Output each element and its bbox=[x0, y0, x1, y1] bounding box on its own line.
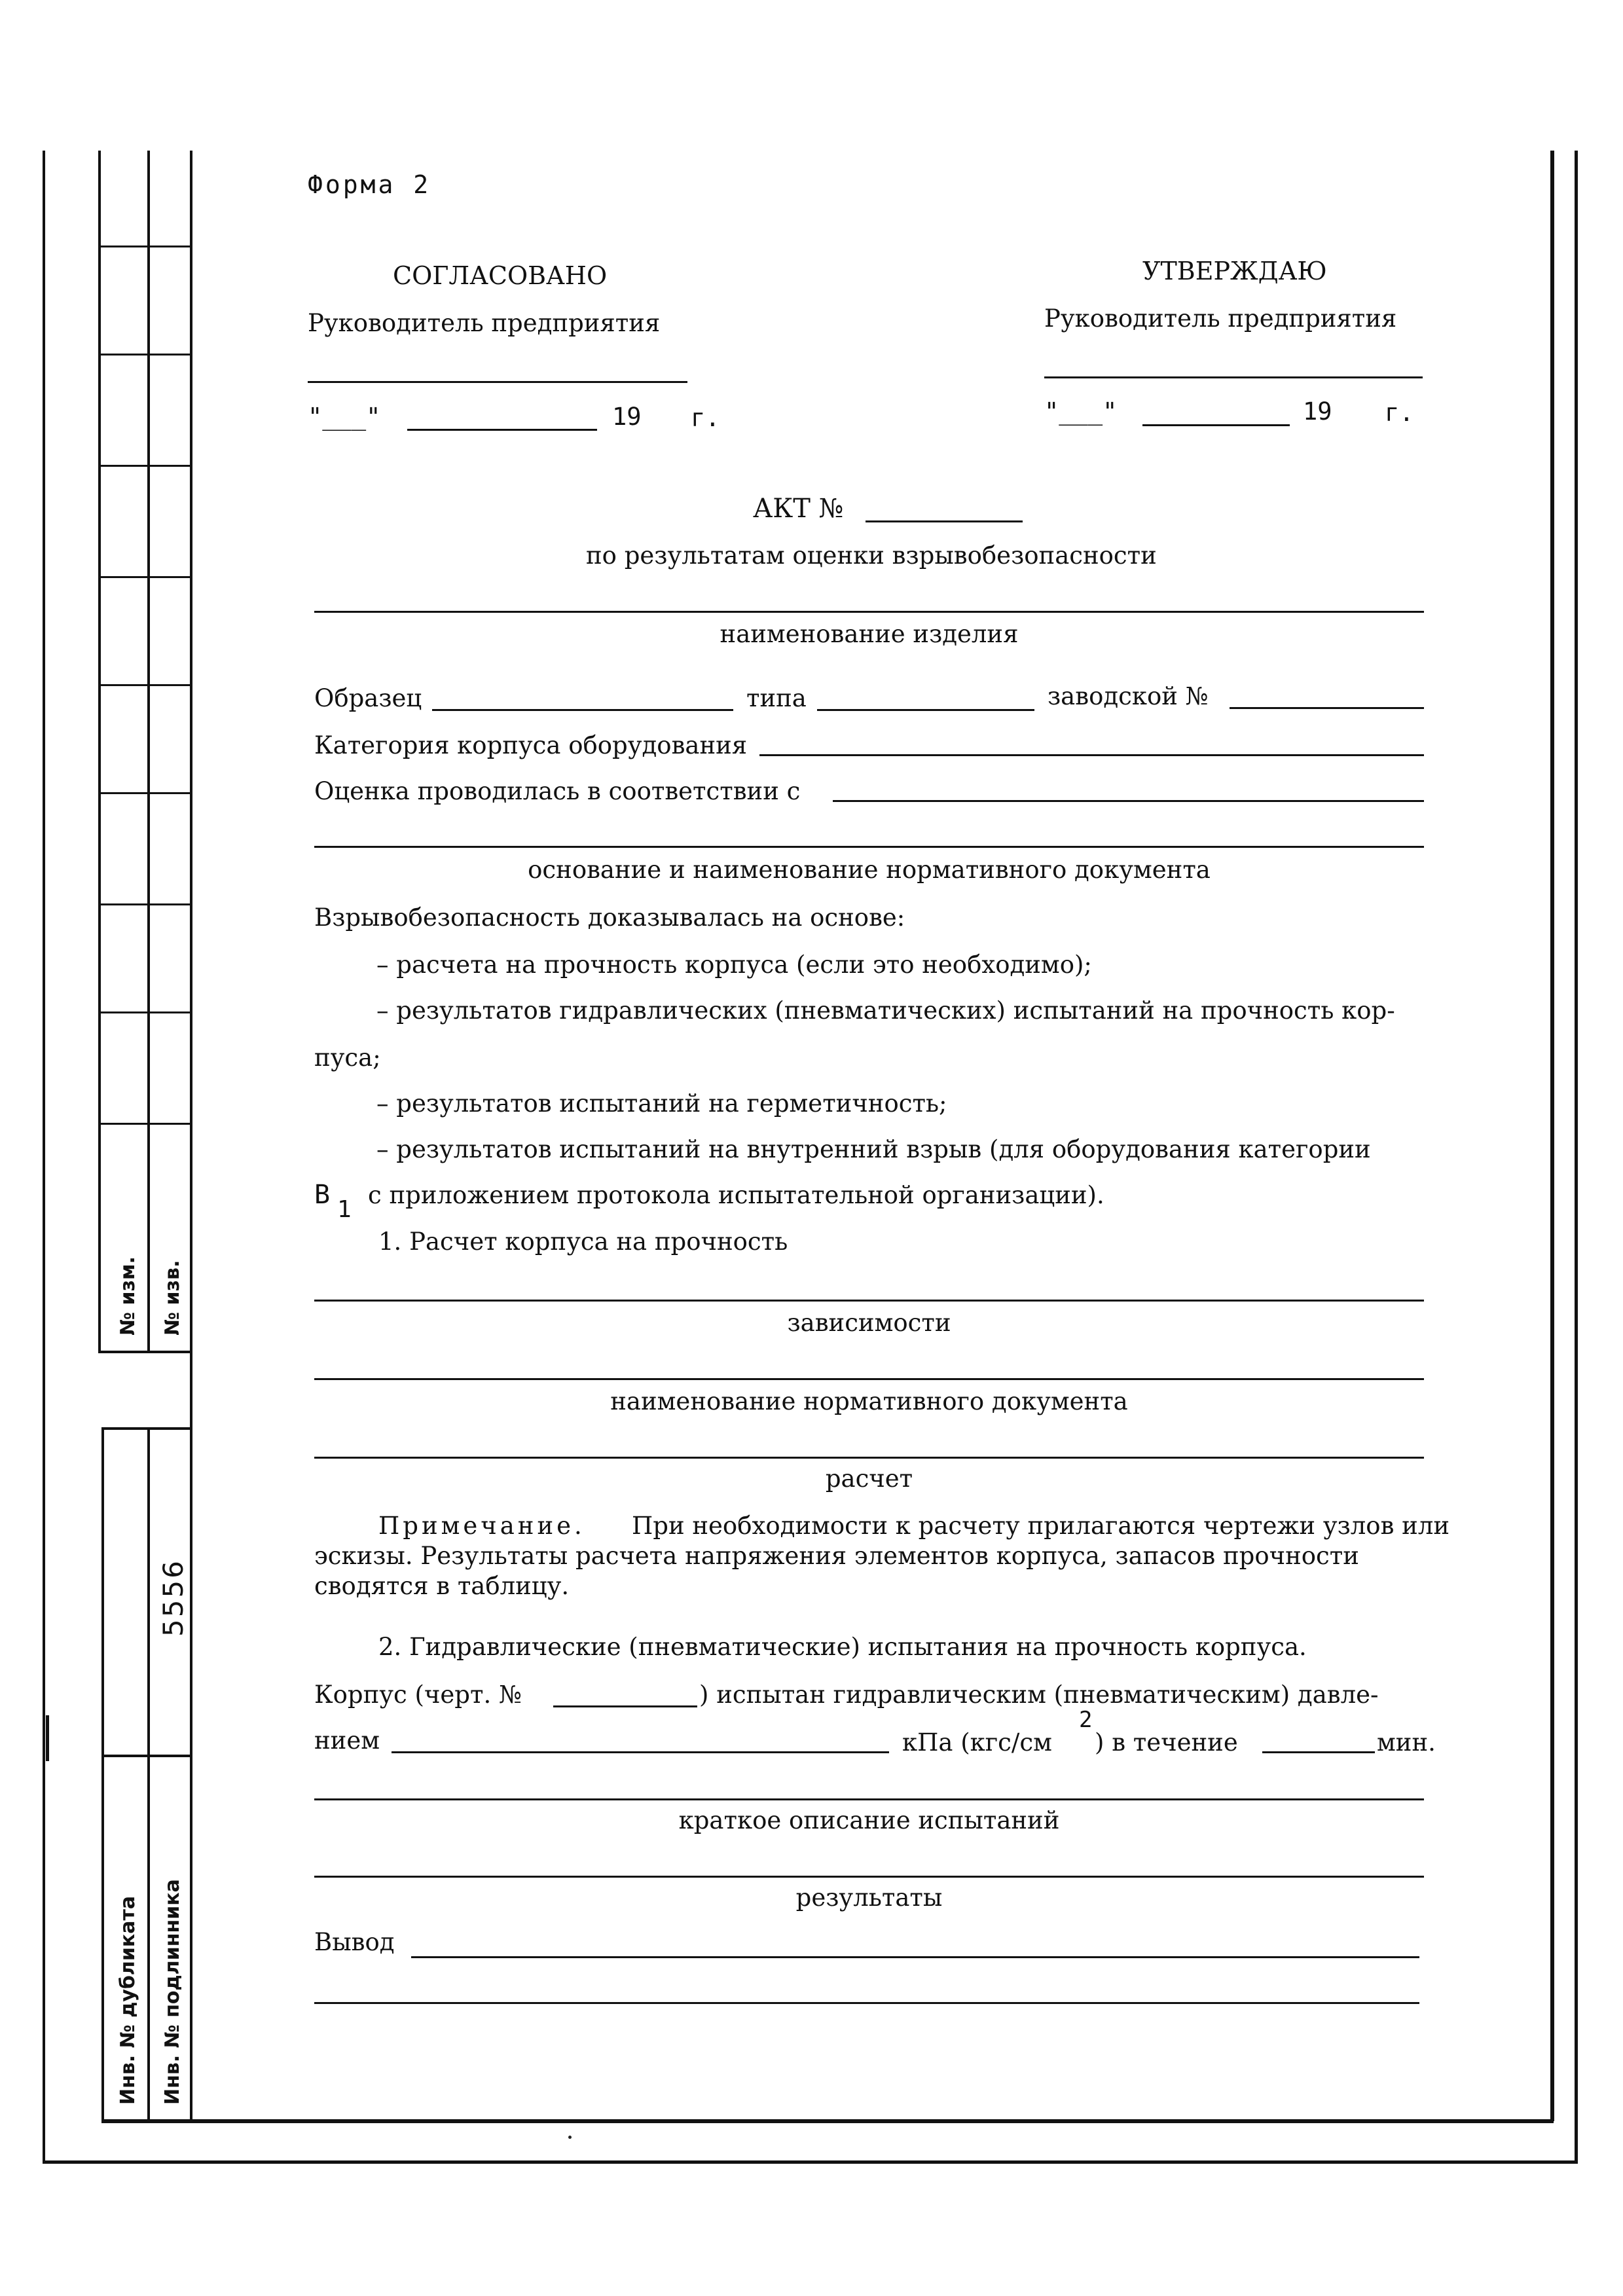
dependencies-line bbox=[314, 1300, 1424, 1302]
form-label: Форма 2 bbox=[308, 170, 431, 199]
frame-line bbox=[147, 1427, 150, 2121]
section2-title: 2. Гидравлические (пневматические) испытания на прочность корпуса. bbox=[378, 1633, 1307, 1661]
body2-end: ) в течение bbox=[1095, 1728, 1238, 1757]
body2-start: нием bbox=[314, 1726, 380, 1755]
year-prefix: 19 bbox=[1303, 397, 1332, 426]
approval-left-role: Руководитель предприятия bbox=[308, 309, 661, 337]
body-mid: ) испытан гидравлическим (пневматическим) давле- bbox=[699, 1681, 1379, 1709]
factory-number-field bbox=[1230, 707, 1424, 709]
date-line bbox=[1142, 424, 1290, 426]
scan-mark bbox=[46, 1715, 49, 1761]
sample-field bbox=[432, 709, 733, 711]
date-quote: "___" bbox=[308, 403, 381, 431]
pressure-field bbox=[392, 1751, 889, 1753]
description-caption: краткое описание испытаний bbox=[678, 1806, 1060, 1834]
inventory-duplicate-label: Инв. № дубликата bbox=[117, 1895, 139, 2105]
results-line bbox=[314, 1876, 1424, 1878]
stamp-tick bbox=[98, 792, 192, 794]
unit-superscript: 2 bbox=[1079, 1707, 1093, 1733]
note-line: При необходимости к расчету прилагаются чертежи узлов или bbox=[632, 1512, 1450, 1540]
stamp-tick bbox=[101, 1755, 192, 1757]
document-line bbox=[314, 1378, 1424, 1380]
results-caption: результаты bbox=[795, 1884, 943, 1912]
basis-item-explosion-cont: с приложением протокола испытательной организации). bbox=[368, 1181, 1104, 1209]
minutes-label: мин. bbox=[1377, 1728, 1436, 1757]
category-subscript: 1 bbox=[337, 1196, 352, 1223]
stamp-tick bbox=[98, 684, 192, 686]
change-number-label: № изм. bbox=[117, 1256, 139, 1336]
conclusion-field-2 bbox=[314, 2002, 1419, 2004]
assessment-label: Оценка проводилась в соответствии с bbox=[314, 777, 801, 805]
document-caption: наименование нормативного документа bbox=[610, 1387, 1128, 1415]
frame-line bbox=[101, 2119, 1554, 2123]
section1-title: 1. Расчет корпуса на прочность bbox=[378, 1228, 788, 1256]
product-caption: наименование изделия bbox=[720, 620, 1019, 648]
basis-item-hydraulic: – результатов гидравлических (пневматических) испытаний на прочность кор- bbox=[376, 996, 1395, 1025]
normative-line bbox=[314, 846, 1424, 848]
basis-item-tightness: – результатов испытаний на герметичность; bbox=[376, 1089, 947, 1118]
approval-left-title: СОГЛАСОВАНО bbox=[393, 261, 608, 290]
year-prefix: 19 bbox=[612, 403, 642, 431]
approval-right-title: УТВЕРЖДАЮ bbox=[1142, 257, 1327, 285]
frame-line bbox=[43, 151, 45, 2164]
product-line bbox=[314, 611, 1424, 613]
calc-caption: расчет bbox=[825, 1465, 913, 1493]
inventory-number: 5556 bbox=[157, 1559, 189, 1637]
act-subtitle: по результатам оценки взрывобезопасности bbox=[586, 541, 1157, 570]
scan-dot bbox=[568, 2136, 572, 2139]
frame-line bbox=[190, 151, 192, 2121]
type-label: типа bbox=[746, 684, 807, 712]
normative-caption: основание и наименование нормативного документа bbox=[528, 856, 1211, 884]
frame-line bbox=[98, 151, 101, 1352]
stamp-tick bbox=[101, 1427, 192, 1430]
basis-item-hydraulic-cont: пуса; bbox=[314, 1044, 381, 1072]
type-field bbox=[817, 709, 1034, 711]
category-letter: В bbox=[314, 1180, 331, 1210]
frame-line bbox=[101, 1427, 104, 2121]
signature-line bbox=[308, 381, 687, 383]
act-number-line bbox=[866, 520, 1023, 522]
year-suffix: г. bbox=[1385, 399, 1414, 427]
basis-item-calc: – расчета на прочность корпуса (если это необходимо); bbox=[376, 951, 1092, 979]
sample-label: Образец bbox=[314, 684, 422, 712]
stamp-tick bbox=[98, 246, 192, 247]
category-label: Категория корпуса оборудования bbox=[314, 731, 748, 759]
conclusion-field bbox=[411, 1956, 1419, 1958]
frame-line bbox=[43, 2160, 1578, 2164]
date-line bbox=[407, 429, 597, 431]
dependencies-caption: зависимости bbox=[787, 1309, 951, 1337]
description-line bbox=[314, 1798, 1424, 1800]
stamp-tick bbox=[98, 576, 192, 578]
stamp-tick bbox=[98, 1351, 192, 1353]
inventory-original-label: Инв. № подлинника bbox=[161, 1879, 184, 2105]
notice-number-label: № изв. bbox=[161, 1260, 184, 1336]
calc-line bbox=[314, 1457, 1424, 1459]
year-suffix: г. bbox=[691, 404, 720, 432]
frame-line bbox=[147, 151, 150, 1352]
stamp-tick bbox=[98, 465, 192, 467]
factory-number-label: заводской № bbox=[1048, 682, 1209, 710]
stamp-tick bbox=[98, 903, 192, 905]
pressure-unit: кПа (кгс/см bbox=[902, 1728, 1052, 1757]
act-title: АКТ № bbox=[753, 494, 844, 524]
conclusion-label: Вывод bbox=[314, 1928, 395, 1956]
signature-line bbox=[1044, 376, 1423, 378]
approval-right-role: Руководитель предприятия bbox=[1044, 304, 1397, 333]
drawing-number-field bbox=[553, 1705, 697, 1707]
stamp-tick bbox=[98, 354, 192, 355]
stamp-tick bbox=[98, 1011, 192, 1013]
basis-item-explosion: – результатов испытаний на внутренний взрыв (для оборудования категории bbox=[376, 1135, 1371, 1163]
date-quote: "___" bbox=[1044, 397, 1118, 426]
note-label: Примечание. bbox=[378, 1512, 585, 1540]
frame-line bbox=[1575, 151, 1578, 2164]
stamp-tick bbox=[98, 1123, 192, 1125]
body-start: Корпус (черт. № bbox=[314, 1681, 522, 1709]
category-field bbox=[759, 754, 1424, 756]
frame-line bbox=[1550, 151, 1554, 2121]
basis-intro: Взрывобезопасность доказывалась на основе: bbox=[314, 903, 905, 932]
assessment-field bbox=[833, 800, 1424, 802]
note-line: сводятся в таблицу. bbox=[314, 1572, 570, 1600]
note-line: эскизы. Результаты расчета напряжения элементов корпуса, запасов прочности bbox=[314, 1542, 1359, 1570]
duration-field bbox=[1262, 1751, 1375, 1753]
